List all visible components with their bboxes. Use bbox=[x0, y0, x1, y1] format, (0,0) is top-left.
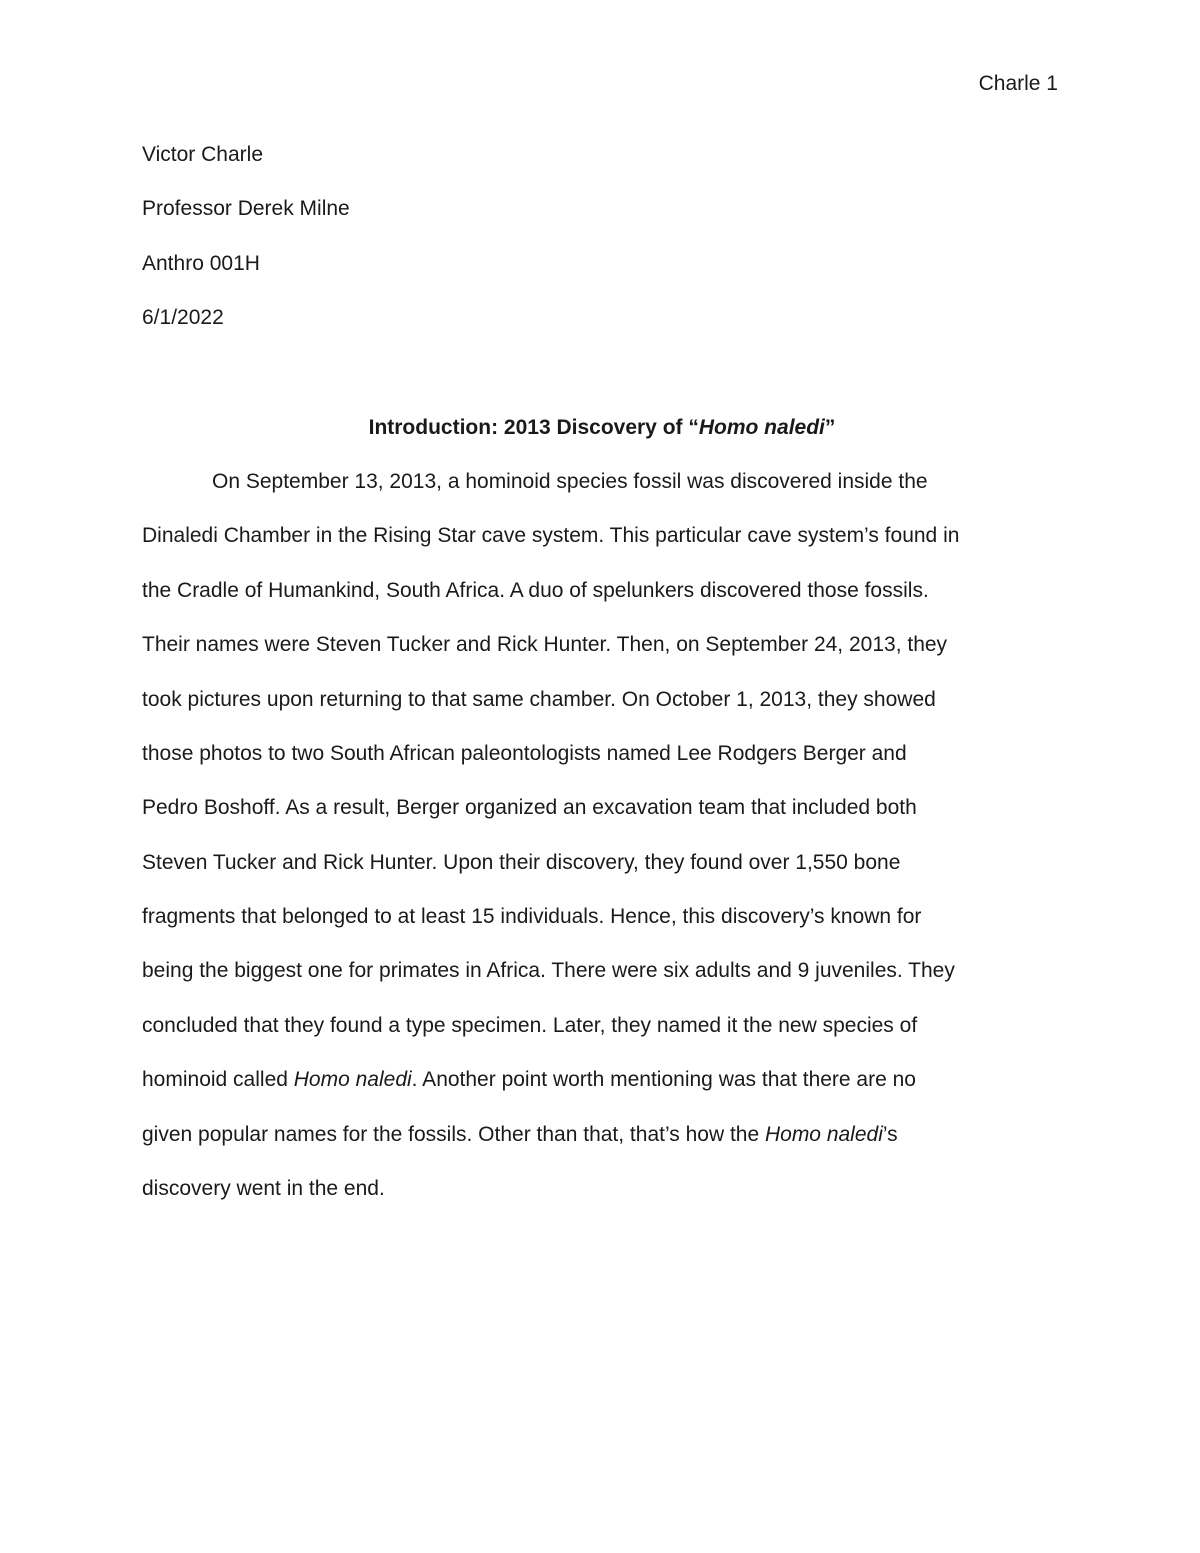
line-text: Dinaledi Chamber in the Rising Star cave system. This particular cave system’s found in bbox=[142, 524, 960, 548]
paragraph-line bbox=[142, 686, 1062, 740]
heading-block bbox=[142, 141, 1062, 359]
paragraph-line bbox=[142, 1121, 1062, 1175]
line-text: took pictures upon returning to that same chamber. On October 1, 2013, they showed bbox=[142, 687, 936, 711]
line-text: given popular names for the fossils. Other than that, that’s how the bbox=[142, 1122, 765, 1146]
running-header: Charle 1 bbox=[978, 72, 1058, 95]
line-text: Steven Tucker and Rick Hunter. Upon their discovery, they found over 1,550 bone bbox=[142, 850, 901, 874]
line-italic: Homo naledi bbox=[764, 1122, 883, 1146]
line-text: On September 13, 2013, a hominoid species fossil was discovered inside the bbox=[212, 469, 928, 493]
paragraph-line bbox=[142, 1175, 1062, 1229]
line-text: those photos to two South African paleontologists named Lee Rodgers Berger and bbox=[142, 741, 907, 765]
title-species: Homo naledi bbox=[698, 415, 825, 439]
line-italic: Homo naledi bbox=[293, 1068, 412, 1092]
line-text: hominoid called bbox=[142, 1068, 294, 1092]
paragraph-line bbox=[142, 794, 1062, 848]
paragraph-line bbox=[142, 1012, 1062, 1066]
line-text: fragments that belonged to at least 15 individuals. Hence, this discovery’s known for bbox=[142, 905, 922, 929]
line-text: discovery went in the end. bbox=[142, 1177, 385, 1201]
paragraph-line bbox=[142, 631, 1062, 685]
title-suffix: ” bbox=[824, 415, 836, 439]
line-text: the Cradle of Humankind, South Africa. A duo of spelunkers discovered those fossils. bbox=[142, 578, 929, 602]
paragraph-line bbox=[142, 1066, 1062, 1120]
line-text-after: . Another point worth mentioning was that there are no bbox=[411, 1068, 916, 1092]
spacer bbox=[142, 359, 1062, 413]
paragraph-line bbox=[142, 903, 1062, 957]
paragraph-line bbox=[142, 740, 1062, 794]
paragraph-line bbox=[142, 468, 1062, 522]
line-text: concluded that they found a type specimen. Later, they named it the new species of bbox=[142, 1013, 918, 1037]
student-name: Victor Charle bbox=[142, 143, 263, 166]
instructor-name: Professor Derek Milne bbox=[142, 197, 350, 221]
line-text: Their names were Steven Tucker and Rick Hunter. Then, on September 24, 2013, they bbox=[142, 633, 948, 657]
course-name: Anthro 001H bbox=[142, 251, 260, 275]
line-text: being the biggest one for primates in Africa. There were six adults and 9 juveniles. They bbox=[142, 959, 955, 983]
paragraph-line bbox=[142, 957, 1062, 1011]
document-body bbox=[142, 141, 1062, 1229]
body-paragraph bbox=[142, 468, 1062, 1229]
paragraph-line bbox=[142, 577, 1062, 631]
paragraph-line bbox=[142, 522, 1062, 576]
title-prefix: Introduction: 2013 Discovery of “ bbox=[368, 415, 699, 439]
date: 6/1/2022 bbox=[142, 306, 224, 330]
section-title bbox=[142, 414, 1062, 468]
paragraph-line bbox=[142, 849, 1062, 903]
line-text: Pedro Boshoff. As a result, Berger organized an excavation team that included both bbox=[142, 796, 917, 820]
line-text-after: ’s bbox=[882, 1122, 898, 1146]
